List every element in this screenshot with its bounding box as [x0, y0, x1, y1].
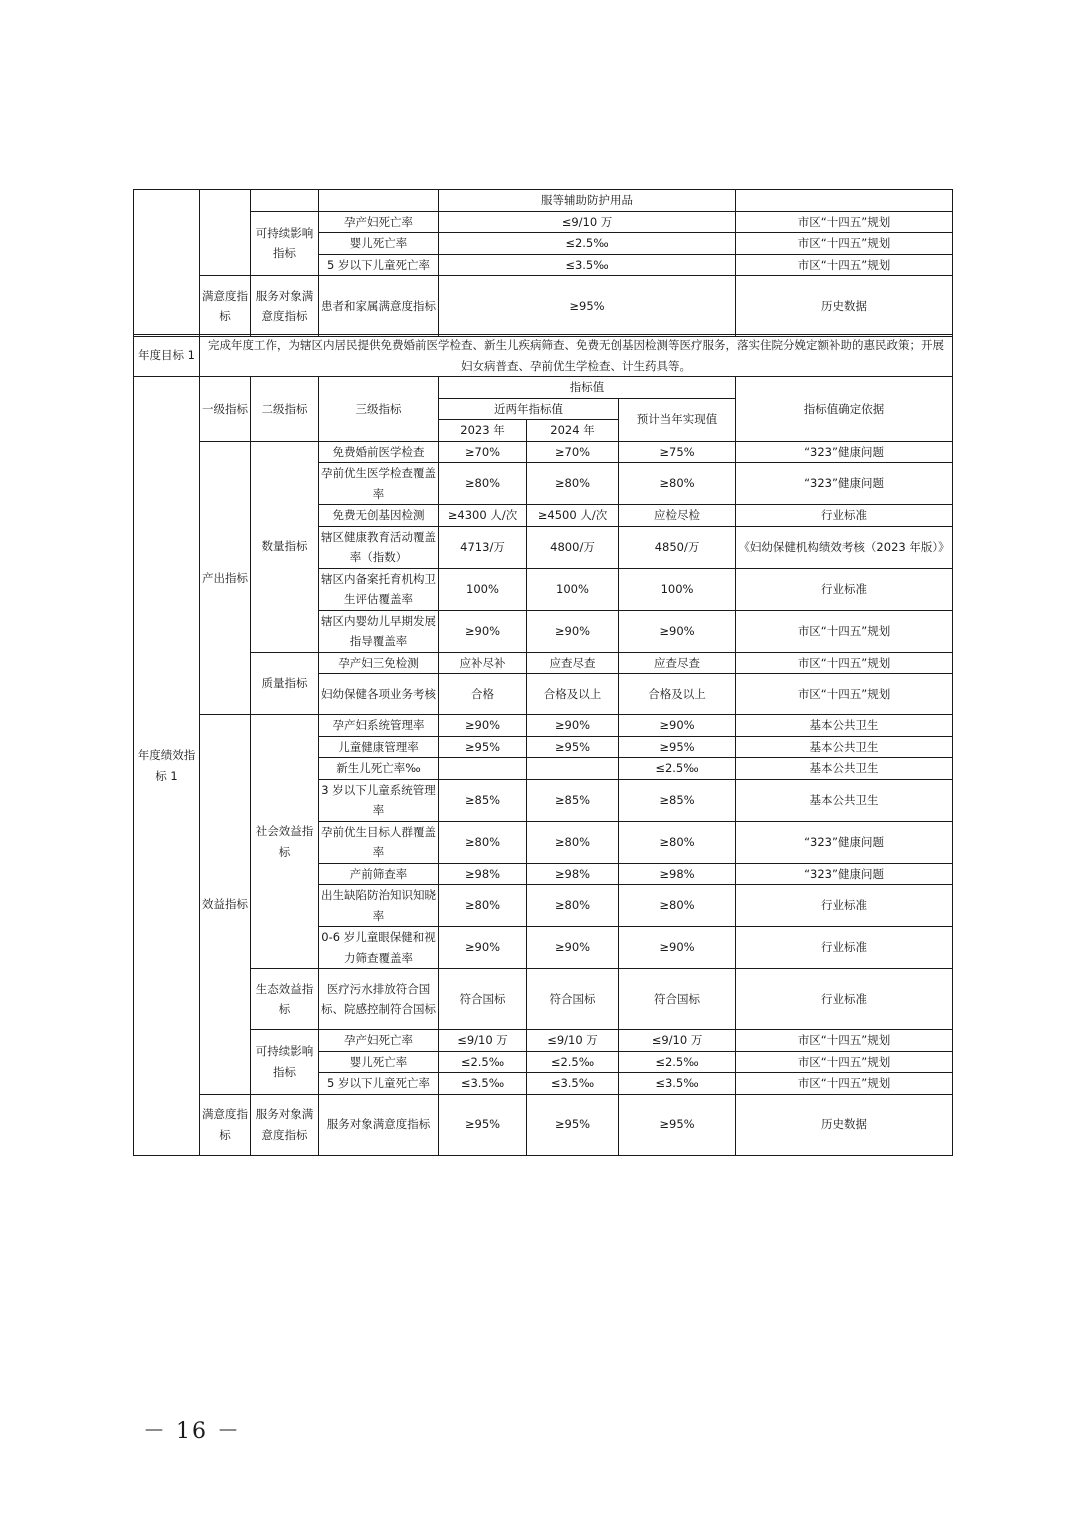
basis-cell: 历史数据 [736, 276, 953, 337]
annual-goal-text: 完成年度工作，为辖区内居民提供免费婚前医学检查、新生儿疾病筛查、免费无创基因检测等医疗服务，落实住院分娩定额补助的惠民政策；开展妇女病普查、孕前优生学检查、计生药具等。 [200, 335, 953, 377]
indicator-cell: 孕产妇三免检测 [319, 652, 439, 674]
y2024-cell: 符合国标 [527, 969, 619, 1030]
y2024-cell: ≥80% [527, 821, 619, 863]
table-row [134, 211, 953, 233]
annual-goal-label: 年度目标 1 [134, 335, 200, 377]
expected-cell: ≥90% [619, 927, 736, 969]
y2023-cell: ≥80% [439, 463, 527, 505]
header-level3: 三级指标 [319, 377, 439, 442]
y2024-cell: ≥4500 人/次 [527, 505, 619, 527]
header-indicator-value: 指标值 [439, 377, 736, 399]
indicator-cell: 3 岁以下儿童系统管理率 [319, 779, 439, 821]
value-cell: ≤3.5‰ [439, 254, 736, 276]
y2024-cell: 应查尽查 [527, 652, 619, 674]
expected-cell: 4850/万 [619, 526, 736, 568]
expected-cell: ≤2.5‰ [619, 758, 736, 780]
basis-cell: 市区“十四五”规划 [736, 254, 953, 276]
y2024-cell: ≥80% [527, 463, 619, 505]
expected-cell: ≥90% [619, 610, 736, 652]
level2-eco-label: 生态效益指标 [251, 969, 319, 1030]
basis-cell: 行业标准 [736, 568, 953, 610]
annual-performance-label: 年度绩效指标 1 [134, 377, 200, 1156]
level1-satisfaction-label: 满意度指标 [200, 276, 251, 337]
y2024-cell: ≤3.5‰ [527, 1073, 619, 1095]
basis-cell: 市区“十四五”规划 [736, 233, 953, 255]
level2-sustainable-label: 可持续影响指标 [251, 1030, 319, 1095]
indicator-cell: 医疗污水排放符合国标、院感控制符合国标 [319, 969, 439, 1030]
y2023-cell: 应补尽补 [439, 652, 527, 674]
header-expected: 预计当年实现值 [619, 398, 736, 441]
basis-cell: 行业标准 [736, 505, 953, 527]
indicator-cell: 辖区内备案托育机构卫生评估覆盖率 [319, 568, 439, 610]
performance-indicator-table [133, 189, 953, 337]
indicator-cell: 5 岁以下儿童死亡率 [319, 1073, 439, 1095]
table-row [134, 441, 953, 463]
expected-cell: 100% [619, 568, 736, 610]
value-cell: ≥95% [439, 276, 736, 337]
table-row [134, 715, 953, 737]
value-cell: ≤2.5‰ [439, 233, 736, 255]
basis-cell: “323”健康问题 [736, 441, 953, 463]
y2023-cell: ≤2.5‰ [439, 1051, 527, 1073]
page-number: － 16 － [143, 1419, 241, 1444]
y2024-cell: ≤9/10 万 [527, 1030, 619, 1052]
expected-cell: ≥95% [619, 1094, 736, 1155]
y2024-cell: ≤2.5‰ [527, 1051, 619, 1073]
indicator-cell: 孕产妇死亡率 [319, 211, 439, 233]
header-row [134, 377, 953, 399]
level2-social-label: 社会效益指标 [251, 715, 319, 969]
indicator-cell: 免费婚前医学检查 [319, 441, 439, 463]
annual-performance-table [133, 376, 953, 1156]
y2024-cell: ≥90% [527, 610, 619, 652]
level2-sustainable-label: 可持续影响指标 [251, 211, 319, 276]
y2023-cell: ≥90% [439, 927, 527, 969]
y2024-cell: ≥90% [527, 927, 619, 969]
y2024-cell: ≥85% [527, 779, 619, 821]
empty-cell [200, 190, 251, 276]
basis-cell: 历史数据 [736, 1094, 953, 1155]
basis-cell: 市区“十四五”规划 [736, 1051, 953, 1073]
expected-cell: ≥98% [619, 863, 736, 885]
indicator-cell: 免费无创基因检测 [319, 505, 439, 527]
expected-cell: ≥95% [619, 736, 736, 758]
level1-output-label: 产出指标 [200, 441, 251, 715]
header-level1: 一级指标 [200, 377, 251, 442]
indicator-cell: 孕前优生医学检查覆盖率 [319, 463, 439, 505]
indicator-cell: 辖区健康教育活动覆盖率（指数） [319, 526, 439, 568]
level2-quantity-label: 数量指标 [251, 441, 319, 652]
indicator-cell: 妇幼保健各项业务考核 [319, 674, 439, 715]
basis-cell: 基本公共卫生 [736, 758, 953, 780]
y2024-cell: ≥95% [527, 1094, 619, 1155]
y2023-cell: ≥95% [439, 736, 527, 758]
level1-benefit-label: 效益指标 [200, 715, 251, 1095]
table-row [134, 1030, 953, 1052]
table-row [134, 969, 953, 1030]
header-basis: 指标值确定依据 [736, 377, 953, 442]
header-year-2024: 2024 年 [527, 420, 619, 442]
expected-cell: ≥80% [619, 885, 736, 927]
y2024-cell: ≥70% [527, 441, 619, 463]
y2023-cell: ≤9/10 万 [439, 1030, 527, 1052]
level2-satisfaction-label: 服务对象满意度指标 [251, 1094, 319, 1155]
y2023-cell: 100% [439, 568, 527, 610]
y2023-cell: 符合国标 [439, 969, 527, 1030]
empty-cell [736, 190, 953, 212]
basis-cell: 市区“十四五”规划 [736, 674, 953, 715]
y2024-cell: 100% [527, 568, 619, 610]
indicator-cell: 孕产妇死亡率 [319, 1030, 439, 1052]
basis-cell: 《妇幼保健机构绩效考核（2023 年版）》 [736, 526, 953, 568]
y2023-cell: ≥98% [439, 863, 527, 885]
basis-cell: 市区“十四五”规划 [736, 652, 953, 674]
basis-cell: 行业标准 [736, 885, 953, 927]
table-row [134, 1094, 953, 1155]
basis-cell: 基本公共卫生 [736, 779, 953, 821]
table-row [134, 652, 953, 674]
indicator-cell: 辖区内婴幼儿早期发展指导覆盖率 [319, 610, 439, 652]
table-row [134, 190, 953, 212]
header-recent-two-years: 近两年指标值 [439, 398, 619, 420]
expected-cell: 合格及以上 [619, 674, 736, 715]
header-level2: 二级指标 [251, 377, 319, 442]
indicator-cell: 婴儿死亡率 [319, 1051, 439, 1073]
y2024-cell: ≥95% [527, 736, 619, 758]
annual-goal-table [133, 334, 953, 377]
y2023-cell: ≥95% [439, 1094, 527, 1155]
basis-cell: “323”健康问题 [736, 863, 953, 885]
value-cell: ≤9/10 万 [439, 211, 736, 233]
level2-quality-label: 质量指标 [251, 652, 319, 715]
y2023-cell [439, 758, 527, 780]
basis-cell: “323”健康问题 [736, 463, 953, 505]
y2024-cell: ≥98% [527, 863, 619, 885]
basis-cell: 基本公共卫生 [736, 736, 953, 758]
y2024-cell: 4800/万 [527, 526, 619, 568]
indicator-cell: 产前筛查率 [319, 863, 439, 885]
y2024-cell [527, 758, 619, 780]
basis-cell: 市区“十四五”规划 [736, 211, 953, 233]
y2023-cell: ≥80% [439, 821, 527, 863]
basis-cell: 市区“十四五”规划 [736, 1030, 953, 1052]
basis-cell: 行业标准 [736, 927, 953, 969]
y2023-cell: ≥80% [439, 885, 527, 927]
indicator-cell: 患者和家属满意度指标 [319, 276, 439, 337]
expected-cell: ≥90% [619, 715, 736, 737]
expected-cell: 应查尽查 [619, 652, 736, 674]
y2023-cell: ≥4300 人/次 [439, 505, 527, 527]
y2023-cell: 合格 [439, 674, 527, 715]
annual-goal-row [134, 335, 953, 377]
y2023-cell: ≥70% [439, 441, 527, 463]
basis-cell: 市区“十四五”规划 [736, 1073, 953, 1095]
expected-cell: ≤3.5‰ [619, 1073, 736, 1095]
indicator-cell: 5 岁以下儿童死亡率 [319, 254, 439, 276]
expected-cell: ≤2.5‰ [619, 1051, 736, 1073]
empty-cell [134, 190, 200, 337]
y2023-cell: ≥85% [439, 779, 527, 821]
level2-satisfaction-label: 服务对象满意度指标 [251, 276, 319, 337]
empty-cell [319, 190, 439, 212]
expected-cell: 应检尽检 [619, 505, 736, 527]
indicator-cell: 孕前优生目标人群覆盖率 [319, 821, 439, 863]
indicator-cell: 新生儿死亡率‰ [319, 758, 439, 780]
basis-cell: “323”健康问题 [736, 821, 953, 863]
indicator-cell: 婴儿死亡率 [319, 233, 439, 255]
basis-cell: 行业标准 [736, 969, 953, 1030]
expected-cell: ≥80% [619, 821, 736, 863]
y2024-cell: 合格及以上 [527, 674, 619, 715]
indicator-cell: 出生缺陷防治知识知晓率 [319, 885, 439, 927]
y2023-cell: ≥90% [439, 610, 527, 652]
basis-cell: 市区“十四五”规划 [736, 610, 953, 652]
indicator-cell: 0-6 岁儿童眼保健和视力筛查覆盖率 [319, 927, 439, 969]
expected-cell: ≥80% [619, 463, 736, 505]
y2024-cell: ≥90% [527, 715, 619, 737]
level1-satisfaction-label: 满意度指标 [200, 1094, 251, 1155]
y2023-cell: ≤3.5‰ [439, 1073, 527, 1095]
indicator-cell: 儿童健康管理率 [319, 736, 439, 758]
y2023-cell: 4713/万 [439, 526, 527, 568]
y2024-cell: ≥80% [527, 885, 619, 927]
header-year-2023: 2023 年 [439, 420, 527, 442]
indicator-cell: 服务对象满意度指标 [319, 1094, 439, 1155]
indicator-cell: 孕产妇系统管理率 [319, 715, 439, 737]
empty-cell [251, 190, 319, 212]
table-row [134, 276, 953, 337]
basis-cell: 基本公共卫生 [736, 715, 953, 737]
expected-cell: 符合国标 [619, 969, 736, 1030]
y2023-cell: ≥90% [439, 715, 527, 737]
value-cell: 服等辅助防护用品 [439, 190, 736, 212]
expected-cell: ≥85% [619, 779, 736, 821]
expected-cell: ≥75% [619, 441, 736, 463]
expected-cell: ≤9/10 万 [619, 1030, 736, 1052]
